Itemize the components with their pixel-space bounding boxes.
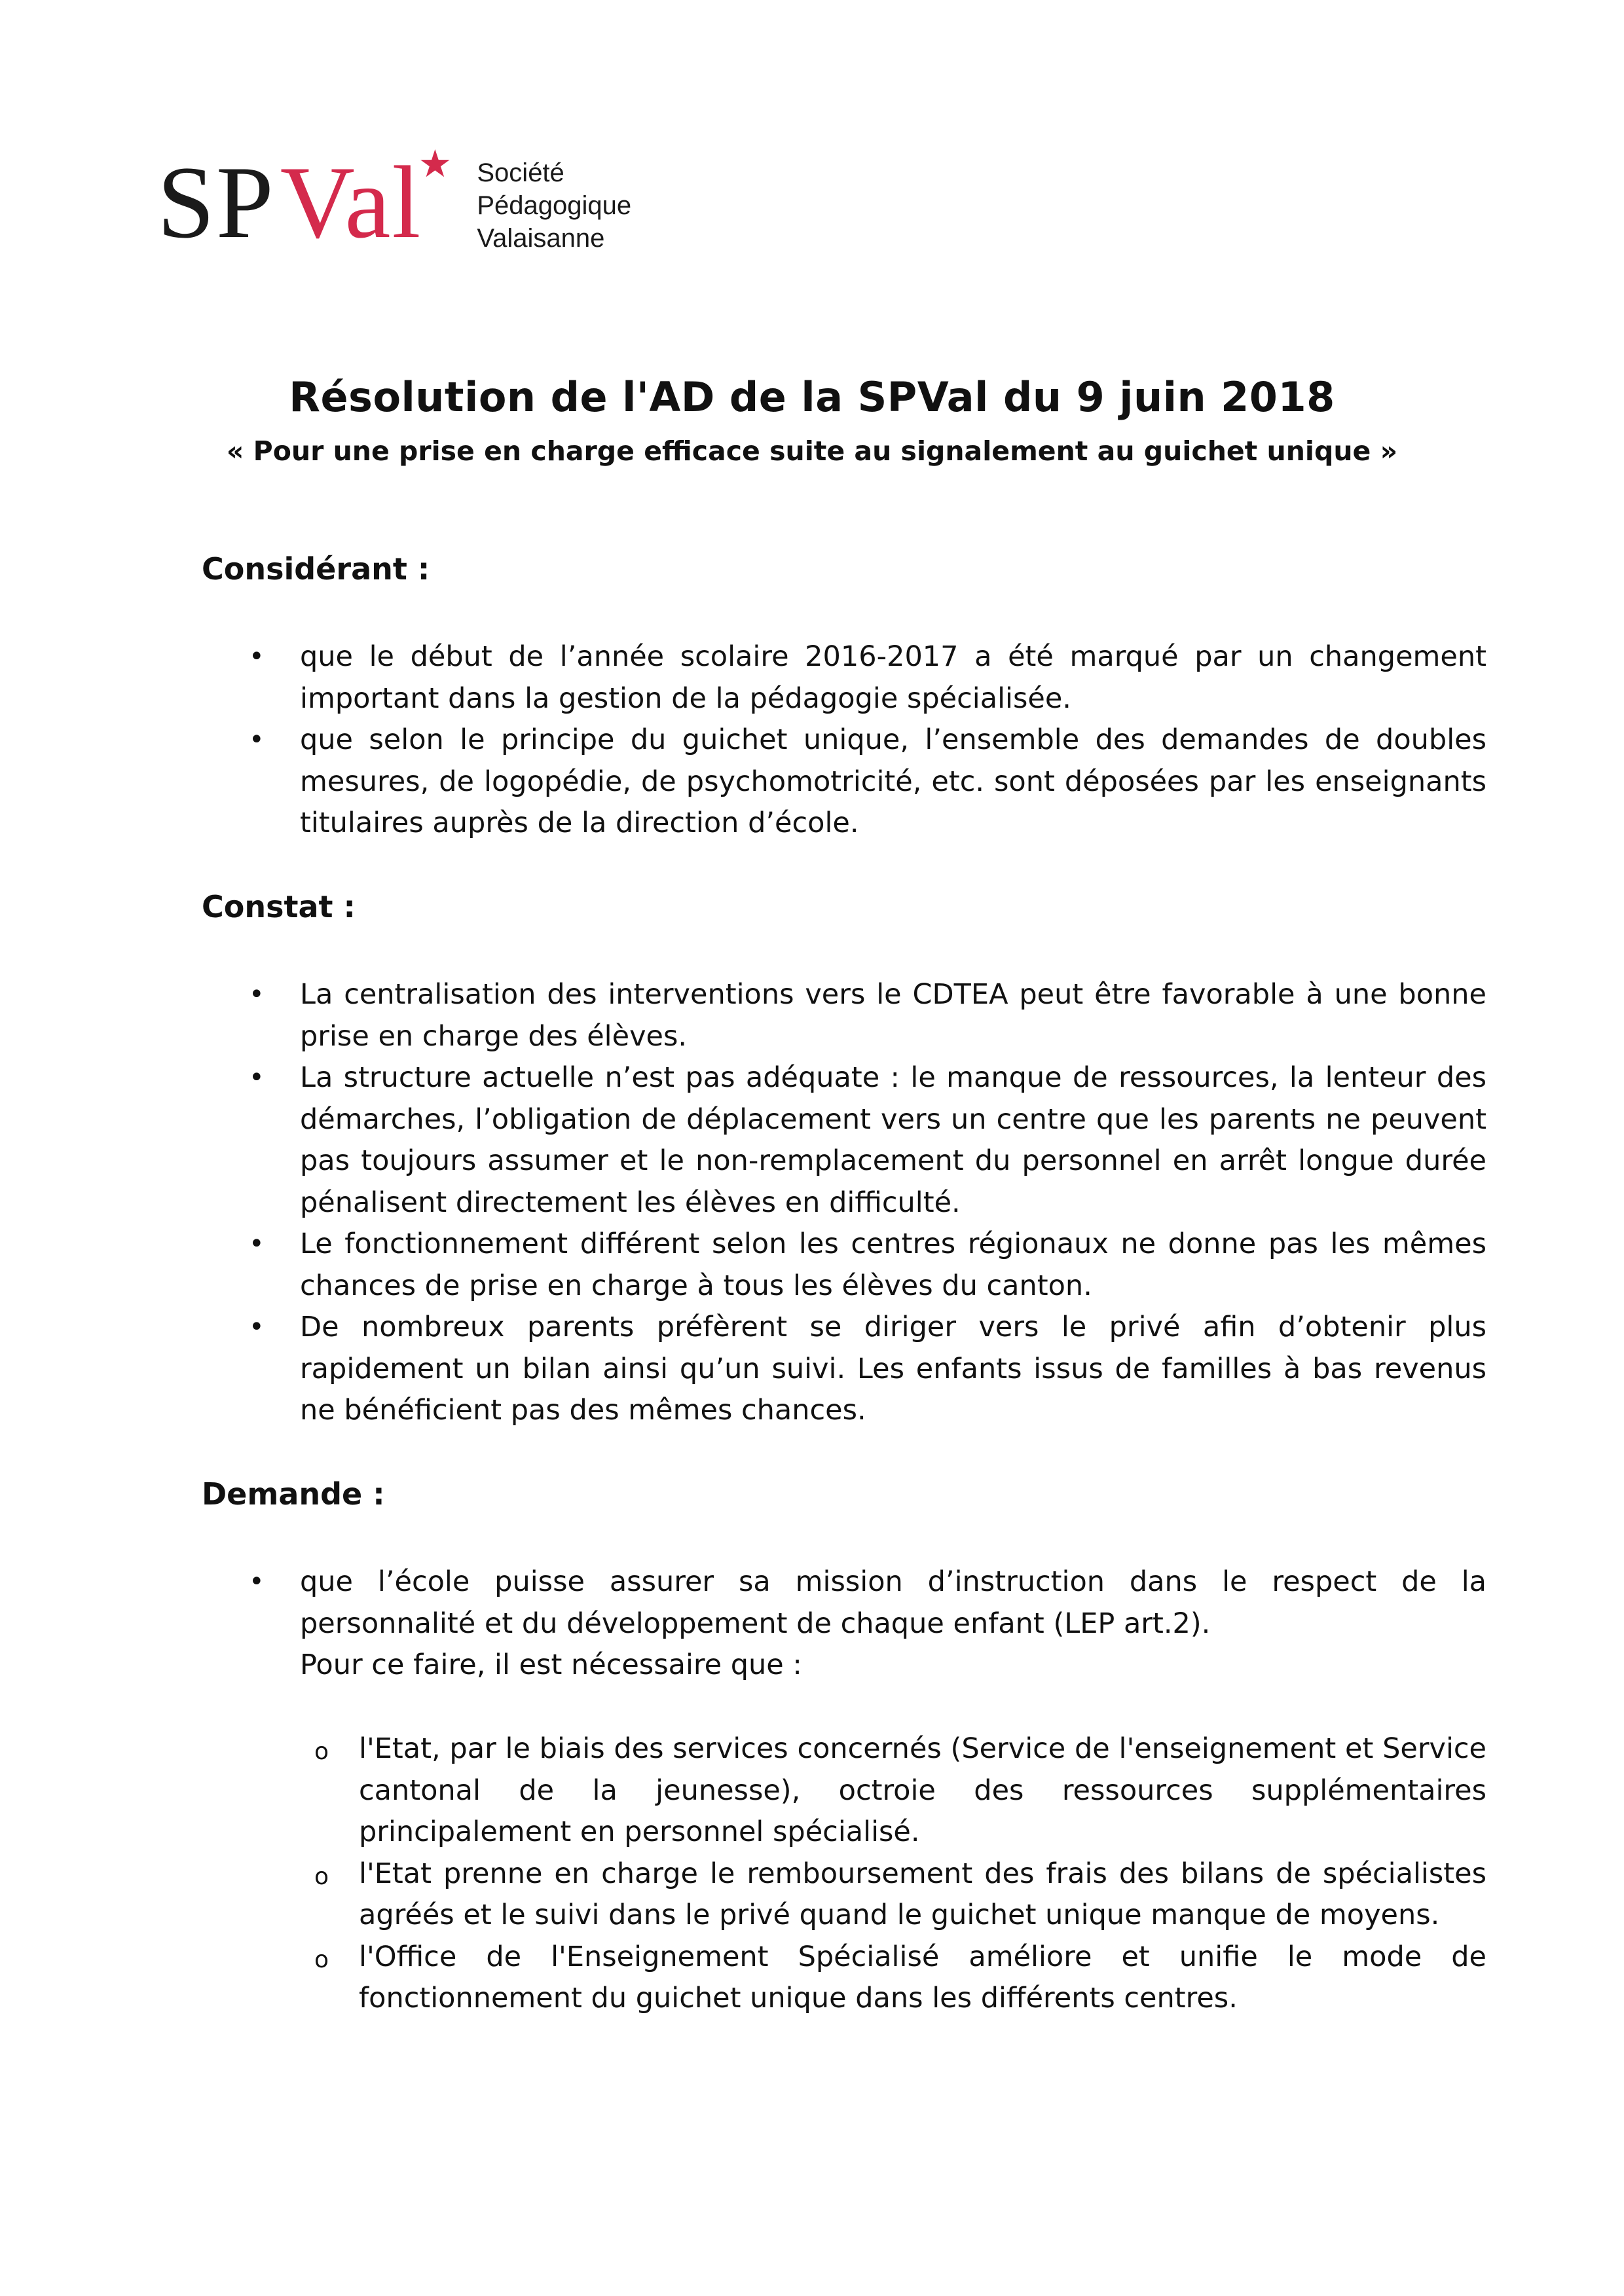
list-item-text: que le début de l’année scolaire 2016-2017 a été marqué par un changement important dans la gestion de la pédagogie spécialisée.: [300, 640, 1486, 715]
bullet-icon: •: [249, 725, 265, 755]
list-item-text: La centralisation des interventions vers le CDTEA peut être favorable à une bonne prise en charge des élèves.: [300, 978, 1486, 1053]
logo-mark-sp: SP: [157, 145, 275, 260]
sub-list-item: [314, 1937, 1486, 2020]
sub-list-item-text: l'Etat prenne en charge le remboursement des frais des bilans de spécialistes agréés et le suivi dans le privé quand le guichet unique manque de moyens.: [359, 1857, 1486, 1931]
list-item: [249, 1561, 1486, 1645]
list-item: [249, 1307, 1486, 1432]
demande-lead-in: Pour ce faire, il est nécessaire que :: [300, 1649, 802, 1681]
document-title: Résolution de l'AD de la SPVal du 9 juin 2018: [289, 373, 1335, 421]
circle-bullet-icon: o: [314, 1863, 329, 1890]
star-icon: ★: [418, 143, 454, 185]
logo-org-name: [477, 156, 631, 255]
list-item-text: Le fonctionnement différent selon les centres régionaux ne donne pas les mêmes chances de prise en charge à tous les élèves du canton.: [300, 1228, 1486, 1302]
sub-list-item-text: l'Office de l'Enseignement Spécialisé améliore et unifie le mode de fonctionnement du guichet unique dans les différents centres.: [359, 1940, 1486, 2014]
bullet-icon: •: [249, 642, 265, 672]
sub-list-item: [314, 1728, 1486, 1853]
list-item: [249, 974, 1486, 1057]
logo-mark-val: Val: [280, 145, 422, 260]
section-heading-considerant: Considérant :: [202, 551, 430, 587]
list-item: [249, 636, 1486, 720]
demande-list: [249, 1561, 1486, 1645]
constat-list: [249, 974, 1486, 1432]
spval-logo: [157, 143, 632, 260]
logo-org-line: Pédagogique: [477, 191, 632, 220]
bullet-icon: •: [249, 1567, 265, 1597]
logo-org-line: Valaisanne: [477, 224, 605, 253]
bullet-icon: •: [249, 1312, 265, 1342]
section-heading-demande: Demande :: [202, 1476, 385, 1512]
considerant-list: [249, 636, 1486, 845]
sub-list-item: [314, 1853, 1486, 1937]
logo-org-line: Société: [477, 158, 564, 187]
list-item-text: La structure actuelle n’est pas adéquate : le manque de ressources, la lenteur des démarches, l’obligation de déplacement vers un centre que les parents ne peuvent pas toujours assumer et le non-remplacement du personnel en arrêt longue durée pénalisent directement les élèves en difficulté.: [300, 1061, 1486, 1219]
circle-bullet-icon: o: [314, 1738, 329, 1765]
logo-mark: [157, 143, 457, 260]
list-item-text: que selon le principe du guichet unique, l’ensemble des demandes de doubles mesures, de logopédie, de psychomotricité, etc. sont déposées par les enseignants titulaires auprès de la direction d’école.: [300, 723, 1486, 839]
list-item-text: De nombreux parents préfèrent se diriger vers le privé afin d’obtenir plus rapidement un bilan ainsi qu’un suivi. Les enfants issus de familles à bas revenus ne bénéficient pas des mêmes chances.: [300, 1311, 1486, 1427]
circle-bullet-icon: o: [314, 1946, 329, 1973]
list-item: [249, 720, 1486, 845]
list-item: [249, 1224, 1486, 1307]
document-subtitle: « Pour une prise en charge efficace suite au signalement au guichet unique »: [226, 435, 1398, 467]
section-heading-constat: Constat :: [202, 889, 356, 924]
list-item-text: que l’école puisse assurer sa mission d’instruction dans le respect de la personnalité et du développement de chaque enfant (LEP art.2).: [300, 1565, 1486, 1640]
demande-sublist: [314, 1728, 1486, 2020]
bullet-icon: •: [249, 1229, 265, 1259]
bullet-icon: •: [249, 979, 265, 1010]
sub-list-item-text: l'Etat, par le biais des services concernés (Service de l'enseignement et Service cantonal de la jeunesse), octroie des ressources supplémentaires principalement en personnel spécialisé.: [359, 1732, 1486, 1848]
bullet-icon: •: [249, 1063, 265, 1093]
list-item: [249, 1057, 1486, 1224]
